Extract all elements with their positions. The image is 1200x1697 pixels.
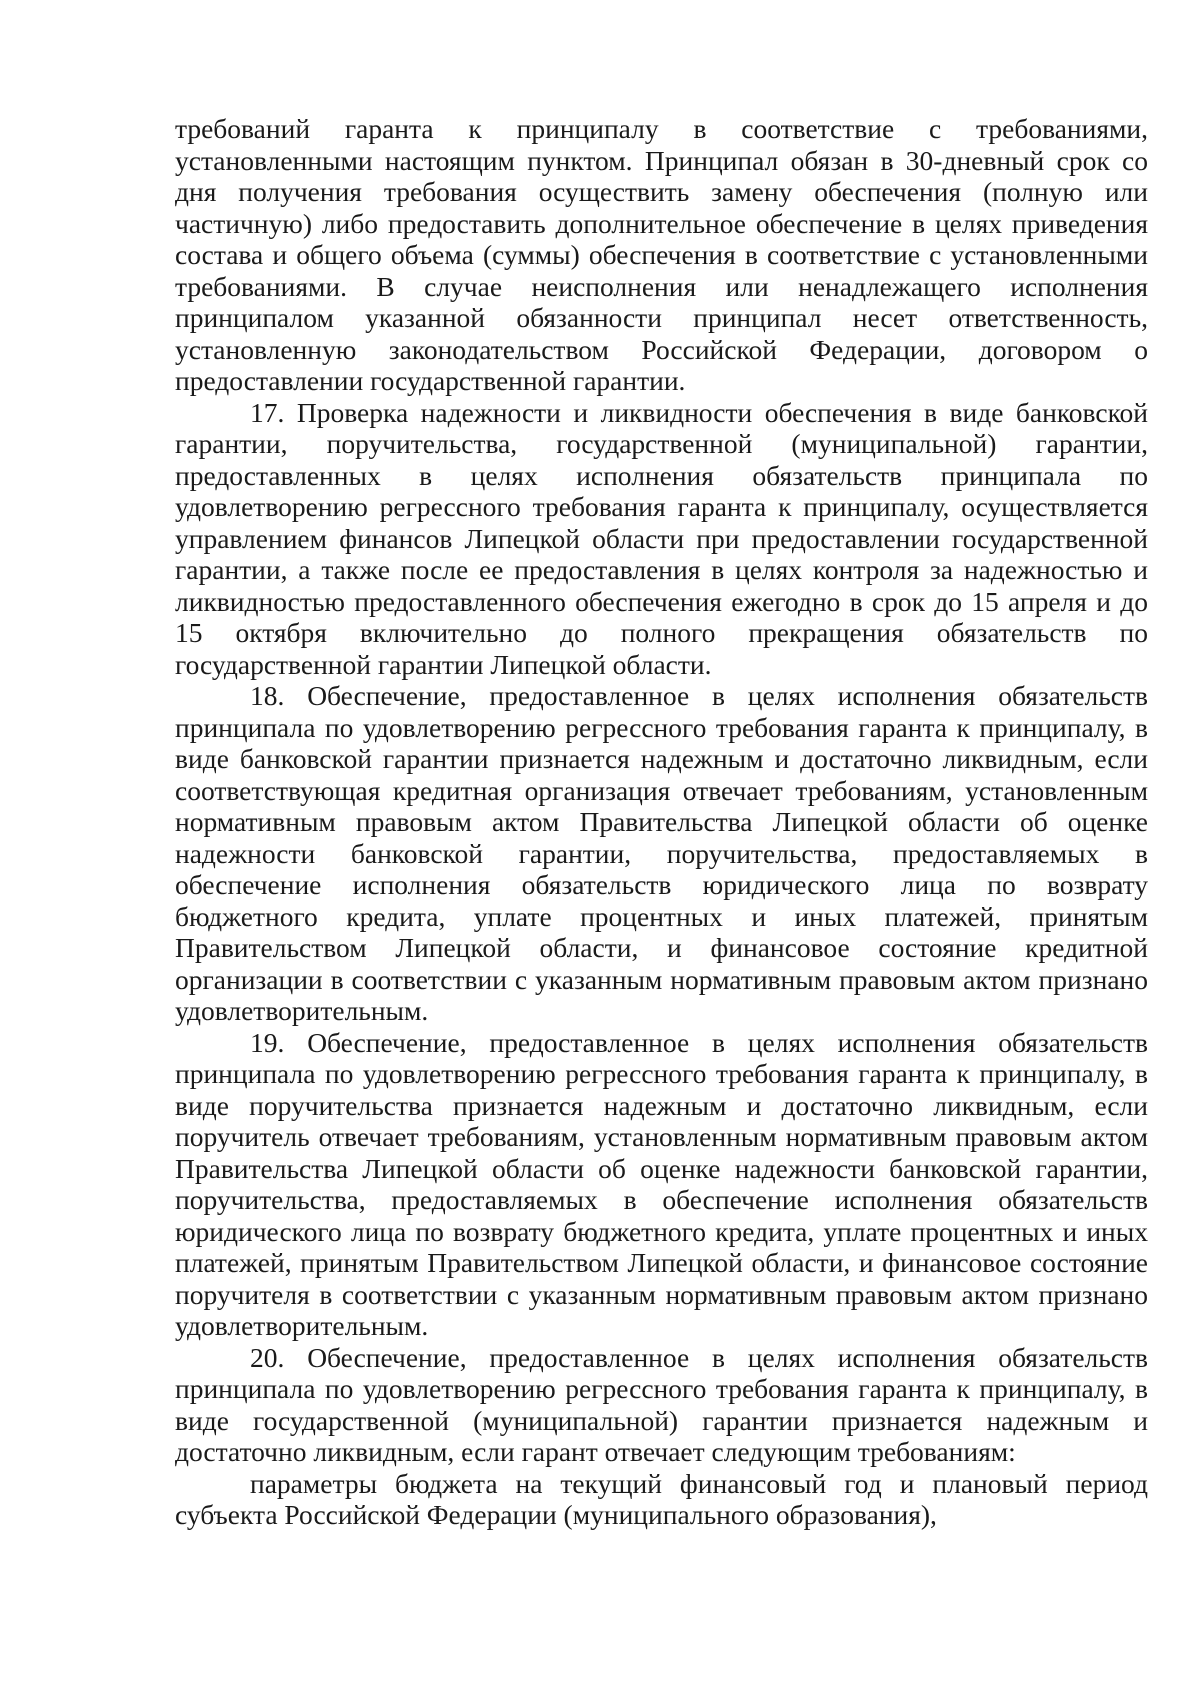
paragraph-20-item: параметры бюджета на текущий финансовый год и плановый период субъекта Российской Федерации (муниципального образования),	[175, 1467, 1148, 1530]
paragraph-19: 19. Обеспечение, предоставленное в целях исполнения обязательств принципала по удовлетворению регрессного требования гаранта к принципалу, в виде поручительства признается надежным и достаточно ликвидным, если поручитель отвечает требованиям, установленным нормативным правовым актом Правительства Липецкой области об оценке надежности банковской гарантии, поручительства, предоставляемых в обеспечение исполнения обязательств юридического лица по возврату бюджетного кредита, уплате процентных и иных платежей, принятым Правительством Липецкой области, и финансовое состояние поручителя в соответствии с указанным нормативным правовым актом признано удовлетворительным.	[175, 1026, 1148, 1341]
paragraph-20: 20. Обеспечение, предоставленное в целях исполнения обязательств принципала по удовлетворению регрессного требования гаранта к принципалу, в виде государственной (муниципальной) гарантии признается надежным и достаточно ликвидным, если гарант отвечает следующим требованиям:	[175, 1341, 1148, 1467]
paragraph-18: 18. Обеспечение, предоставленное в целях исполнения обязательств принципала по удовлетворению регрессного требования гаранта к принципалу, в виде банковской гарантии признается надежным и достаточно ликвидным, если соответствующая кредитная организация отвечает требованиям, установленным нормативным правовым актом Правительства Липецкой области об оценке надежности банковской гарантии, поручительства, предоставляемых в обеспечение исполнения обязательств юридического лица по возврату бюджетного кредита, уплате процентных и иных платежей, принятым Правительством Липецкой области, и финансовое состояние кредитной организации в соответствии с указанным нормативным правовым актом признано удовлетворительным.	[175, 680, 1148, 1026]
paragraph-17: 17. Проверка надежности и ликвидности обеспечения в виде банковской гарантии, поручительства, государственной (муниципальной) гарантии, предоставленных в целях исполнения обязательств принципала по удовлетворению регрессного требования гаранта к принципалу, осуществляется управлением финансов Липецкой области при предоставлении государственной гарантии, а также после ее предоставления в целях контроля за надежностью и ликвидностью предоставленного обеспечения ежегодно в срок до 15 апреля и до 15 октября включительно до полного прекращения обязательств по государственной гарантии Липецкой области.	[175, 396, 1148, 680]
paragraph-16-continuation: требований гаранта к принципалу в соответствие с требованиями, установленными настоящим пунктом. Принципал обязан в 30-дневный срок со дня получения требования осуществить замену обеспечения (полную или частичную) либо предоставить дополнительное обеспечение в целях приведения состава и общего объема (суммы) обеспечения в соответствие с установленными требованиями. В случае неисполнения или ненадлежащего исполнения принципалом указанной обязанности принципал несет ответственность, установленную законодательством Российской Федерации, договором о предоставлении государственной гарантии.	[175, 113, 1148, 396]
document-body	[175, 113, 1148, 1531]
